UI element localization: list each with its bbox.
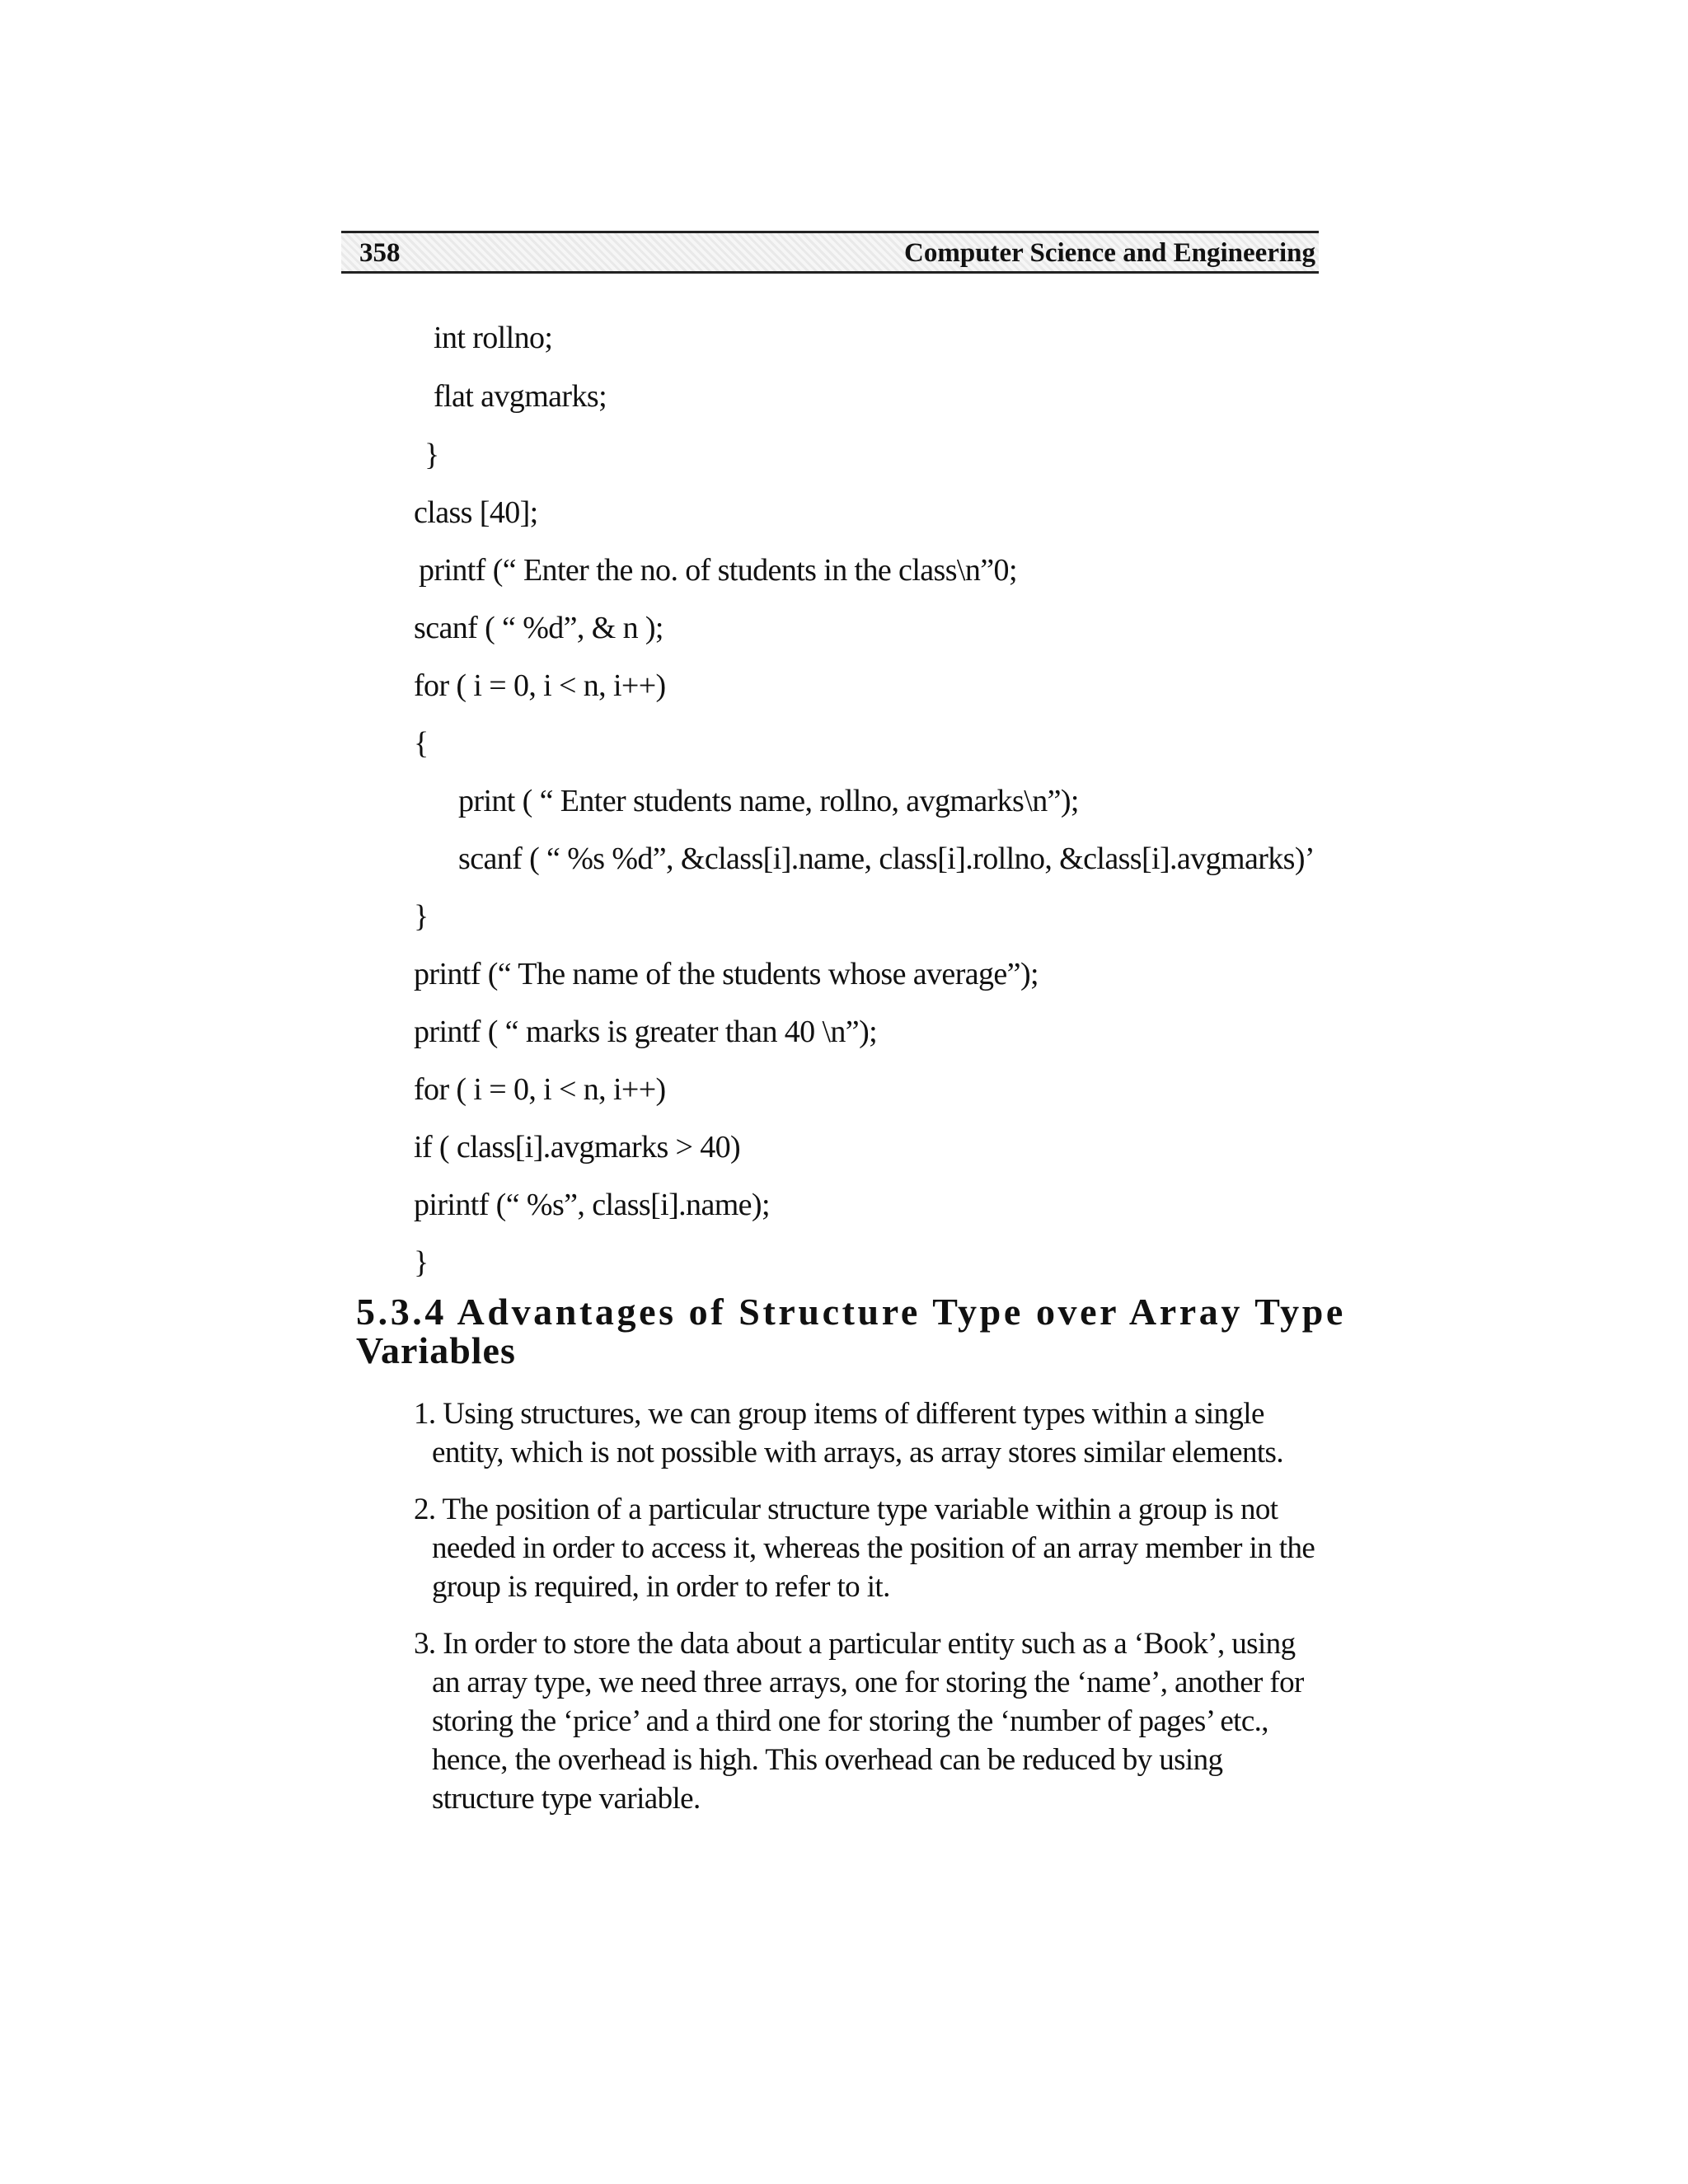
section-heading-line2: Variables <box>356 1329 516 1371</box>
page-header <box>341 231 1319 274</box>
list-item: 3. In order to store the data about a particular entity such as a ‘Book’, using an array type, we need three arrays, one for storing the ‘name’, another for storing the ‘price’ and a third one for storing the ‘number of pages’ etc., hence, the overhead is high. This overhead can be reduced by using structure type variable. <box>414 1627 1304 1816</box>
section-heading <box>356 1291 1346 1371</box>
code-line: { <box>414 726 429 761</box>
section-heading-line1: 5.3.4 Advantages of Structure Type over Array Type <box>356 1291 1346 1333</box>
code-line: printf ( “ marks is greater than 40 \n”); <box>414 1015 878 1049</box>
list-item: 1. Using structures, we can group items of different types within a single entity, which is not possible with arrays, as array stores similar elements. <box>414 1397 1283 1469</box>
page-number: 358 <box>359 238 401 268</box>
code-line: printf (“ Enter the no. of students in the class\n”0; <box>419 553 1017 588</box>
code-line: } <box>424 438 439 472</box>
code-line: } <box>414 899 429 934</box>
code-line: int rollno; <box>434 321 553 355</box>
code-line: } <box>414 1245 429 1280</box>
advantages-list <box>414 1394 1320 1836</box>
code-line: pirintf (“ %s”, class[i].name); <box>414 1188 770 1222</box>
code-line: class [40]; <box>414 495 538 530</box>
code-line: if ( class[i].avgmarks > 40) <box>414 1130 741 1165</box>
code-line: for ( i = 0, i < n, i++) <box>414 668 666 703</box>
code-line: scanf ( “ %d”, & n ); <box>414 611 663 645</box>
code-line: print ( “ Enter students name, rollno, avgmarks\n”); <box>458 784 1079 818</box>
running-title: Computer Science and Engineering <box>904 238 1315 268</box>
list-item: 2. The position of a particular structure type variable within a group is not needed in order to access it, whereas the position of an array member in the group is required, in order to refer to it. <box>414 1493 1315 1604</box>
code-line: scanf ( “ %s %d”, &class[i].name, class[i].rollno, &class[i].avgmarks)’ <box>458 841 1315 876</box>
code-line: for ( i = 0, i < n, i++) <box>414 1072 666 1107</box>
code-line: printf (“ The name of the students whose average”); <box>414 957 1039 991</box>
code-line: flat avgmarks; <box>434 379 607 414</box>
